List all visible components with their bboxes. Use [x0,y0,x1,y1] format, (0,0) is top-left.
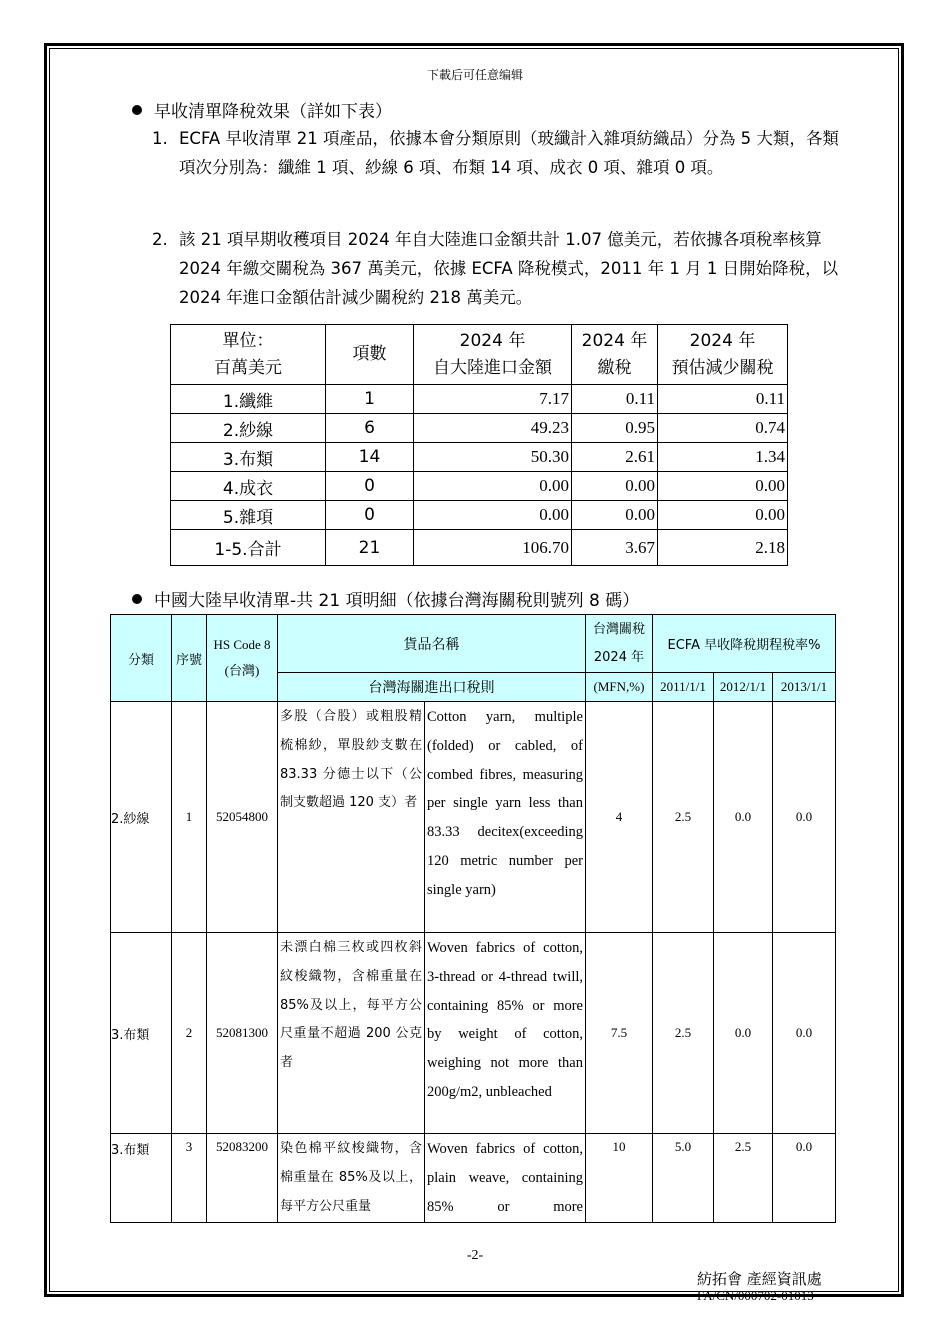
table-row: 4.成衣 0 0.00 0.00 0.00 [171,472,788,501]
seq-header: 序號 [172,615,207,702]
table-row: 5.雜項 0 0.00 0.00 0.00 [171,501,788,530]
bullet-dot-icon [132,594,142,604]
reduce-header: 2024 年 預估減少關稅 [658,325,788,385]
y2011-header: 2011/1/1 [653,673,714,702]
goods-header: 貨品名稱 [278,615,586,673]
section1-heading: 早收清單降稅效果（詳如下表） [132,97,392,122]
table-row: 2.紗線 6 49.23 0.95 0.74 [171,414,788,443]
y2013-header: 2013/1/1 [773,673,836,702]
footer-org: 紡拓會 產經資訊處 [697,1270,822,1288]
tw-tariff-header: 台灣關稅 2024 年 [586,615,653,673]
table-row: 3.布類 14 50.30 2.61 1.34 [171,443,788,472]
summary-table-header [171,325,788,385]
count-header: 項數 [326,325,414,385]
table-row: 1.纖維 1 7.17 0.11 0.11 [171,385,788,414]
section2-heading: 中國大陸早收清單-共 21 項明細（依據台灣海關稅則號列 8 碼） [132,586,639,611]
ecfa-header: ECFA 早收降稅期程稅率% [653,615,836,673]
detail-table [110,614,836,1223]
section1-item1: 1. ECFA 早收清單 21 項產品，依據本會分類原則（玻纖計入雜項紡織品）分為 5 大類，各類項次分別為：纖維 1 項、紗線 6 項、布類 14 項、成衣 0 項、雜項 0 項。 [152,129,839,177]
tax-header: 2024 年 繳稅 [572,325,658,385]
y2012-header: 2012/1/1 [714,673,773,702]
bullet-dot-icon [132,105,142,115]
table-row: 3.布類 2 52081300 未漂白棉三枚或四枚斜紋梭織物，含棉重量在 85%及以上，每平方公尺重量不超過 200 公克者 Woven fabrics of cotton, 3-thread or 4-thread twill, containing 85% or more by weight of cotton, weighing not more than 200g/m2, unbleached 7.5 2.5 0.0 0.0 [111,933,836,1134]
hs-header: HS Code 8 (台灣) [207,615,278,702]
table-row: 2.紗線 1 52054800 多股（合股）或粗股精梳棉紗，單股紗支數在 83.33 分德士以下（公制支數超過 120 支）者 Cotton yarn, multiple (folded) or cabled, of combed fibres, measuring per single yarn less than 83.33 decitex(exceeding 120 metric number per single yarn) 4 2.5 0.0 0.0 [111,702,836,933]
table-row: 3.布類 3 52083200 染色棉平紋梭織物，含棉重量在 85%及以上，每平方公尺重量 Woven fabrics of cotton, plain weave, containing 85% or more 10 5.0 2.5 0.0 [111,1134,836,1223]
page-number: -2- [466,1248,484,1263]
footer-doc-number: FA/CN/000702-01013 [697,1288,814,1303]
unit-header: 單位： 百萬美元 [171,325,326,385]
summary-table [170,324,788,566]
mfn-header: (MFN,%) [586,673,653,702]
top-note: 下載后可任意编辑 [426,68,523,82]
detail-table-header [111,615,836,673]
category-header: 分類 [111,615,172,702]
import-header: 2024 年 自大陸進口金額 [414,325,572,385]
table-row-total: 1-5.合計 21 106.70 3.67 2.18 [171,530,788,566]
tw-customs-header: 台灣海關進出口稅則 [278,673,586,702]
section1-item2: 2. 該 21 項早期收穫項目 2024 年自大陸進口金額共計 1.07 億美元，若依據各項稅率核算 2024 年繳交關稅為 367 萬美元，依據 ECFA 降稅模式，2011 年 1 月 1 日開始降稅，以 2024 年進口金額估計減少關稅約 218 萬美元。 [152,230,839,307]
